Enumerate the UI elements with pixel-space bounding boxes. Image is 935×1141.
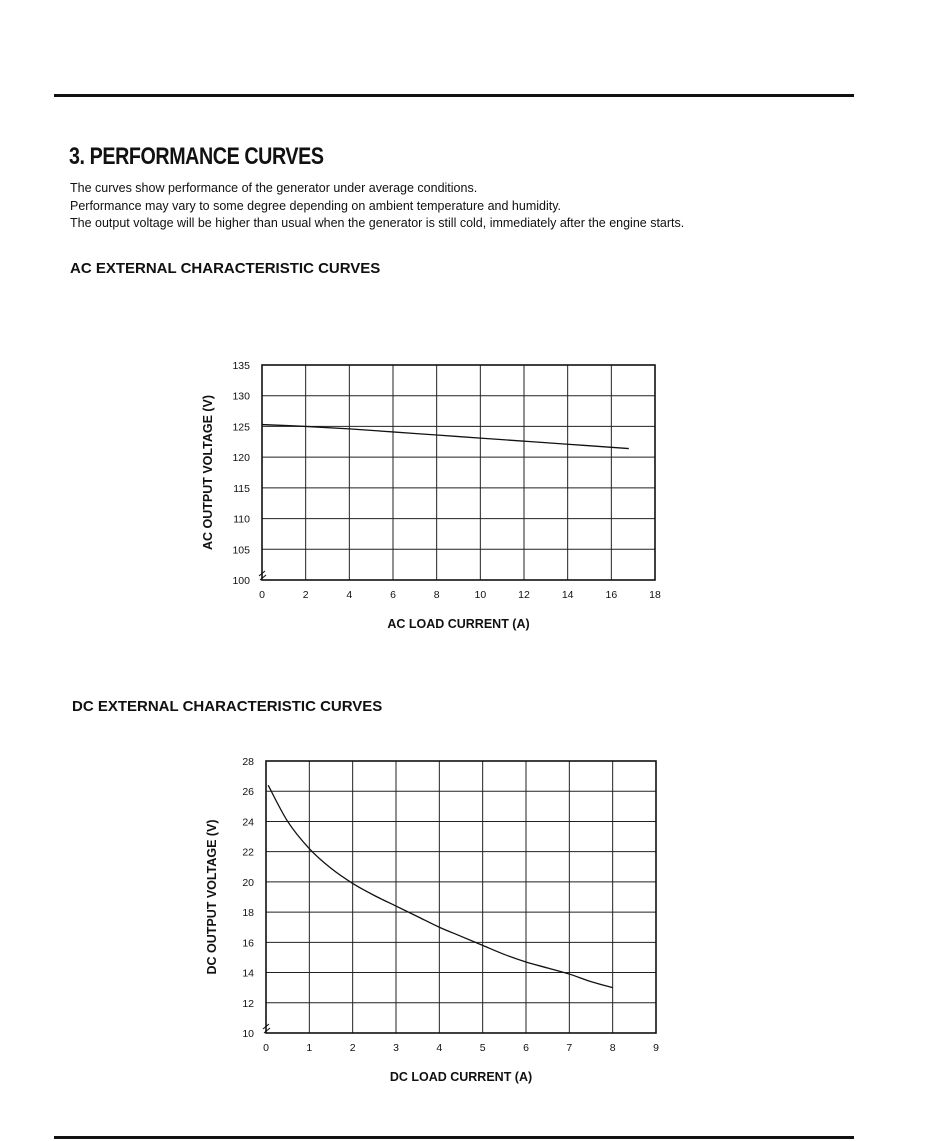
dc-section-heading: DC EXTERNAL CHARACTERISTIC CURVES bbox=[72, 698, 383, 715]
y-tick-label: 130 bbox=[232, 390, 250, 403]
ac-section-heading: AC EXTERNAL CHARACTERISTIC CURVES bbox=[70, 260, 381, 277]
plot-frame bbox=[262, 365, 655, 580]
series-line bbox=[268, 785, 613, 987]
top-rule bbox=[54, 94, 854, 97]
x-tick-label: 6 bbox=[390, 589, 396, 601]
intro-line: The curves show performance of the generator under average conditions. bbox=[70, 181, 478, 195]
x-axis-title: AC LOAD CURRENT (A) bbox=[387, 617, 530, 631]
ac-characteristic-chart bbox=[0, 340, 935, 640]
page-title: 3. PERFORMANCE CURVES bbox=[69, 143, 324, 170]
y-tick-label: 20 bbox=[242, 876, 254, 889]
x-tick-label: 5 bbox=[479, 1042, 486, 1054]
dc-characteristic-chart bbox=[0, 740, 935, 1100]
x-tick-label: 16 bbox=[605, 589, 618, 601]
x-tick-label: 14 bbox=[561, 589, 574, 601]
x-tick-label: 12 bbox=[518, 589, 530, 601]
y-tick-label: 100 bbox=[232, 575, 250, 587]
y-tick-label: 110 bbox=[233, 513, 250, 526]
y-tick-label: 18 bbox=[242, 907, 254, 920]
y-tick-label: 135 bbox=[232, 360, 250, 372]
x-tick-label: 2 bbox=[349, 1042, 356, 1054]
y-tick-label: 12 bbox=[242, 997, 254, 1010]
y-tick-label: 120 bbox=[232, 452, 250, 465]
series-line bbox=[262, 425, 629, 449]
y-tick-label: 22 bbox=[242, 846, 254, 859]
x-tick-label: 10 bbox=[474, 589, 487, 601]
y-tick-label: 105 bbox=[232, 544, 250, 557]
y-tick-label: 16 bbox=[242, 937, 254, 950]
x-tick-label: 3 bbox=[393, 1042, 399, 1054]
x-tick-label: 18 bbox=[649, 589, 661, 601]
y-tick-label: 125 bbox=[232, 421, 250, 434]
intro-text bbox=[70, 180, 684, 233]
intro-line: The output voltage will be higher than usual when the generator is still cold, immediately after the engine starts. bbox=[70, 216, 685, 230]
x-tick-label: 4 bbox=[346, 589, 353, 601]
x-tick-label: 0 bbox=[263, 1042, 269, 1054]
x-tick-label: 2 bbox=[302, 589, 309, 601]
x-tick-label: 1 bbox=[306, 1042, 313, 1054]
x-axis-title: DC LOAD CURRENT (A) bbox=[389, 1070, 533, 1084]
intro-line: Performance may vary to some degree depending on ambient temperature and humidity. bbox=[70, 198, 562, 213]
y-tick-label: 115 bbox=[233, 482, 250, 495]
y-axis-title: AC OUTPUT VOLTAGE (V) bbox=[201, 394, 215, 551]
x-tick-label: 8 bbox=[609, 1042, 616, 1054]
x-tick-label: 9 bbox=[653, 1042, 659, 1054]
x-tick-label: 7 bbox=[566, 1042, 573, 1054]
x-tick-label: 0 bbox=[259, 589, 265, 601]
plot-frame bbox=[266, 761, 656, 1033]
y-tick-label: 24 bbox=[242, 816, 254, 829]
y-axis-title: DC OUTPUT VOLTAGE (V) bbox=[205, 819, 219, 975]
y-tick-label: 10 bbox=[242, 1028, 254, 1040]
x-tick-label: 4 bbox=[436, 1042, 443, 1054]
x-tick-label: 6 bbox=[523, 1042, 529, 1054]
y-tick-label: 14 bbox=[242, 967, 254, 980]
y-tick-label: 28 bbox=[242, 756, 254, 768]
y-tick-label: 26 bbox=[242, 786, 254, 799]
x-tick-label: 8 bbox=[433, 589, 440, 601]
bottom-rule bbox=[54, 1136, 854, 1139]
